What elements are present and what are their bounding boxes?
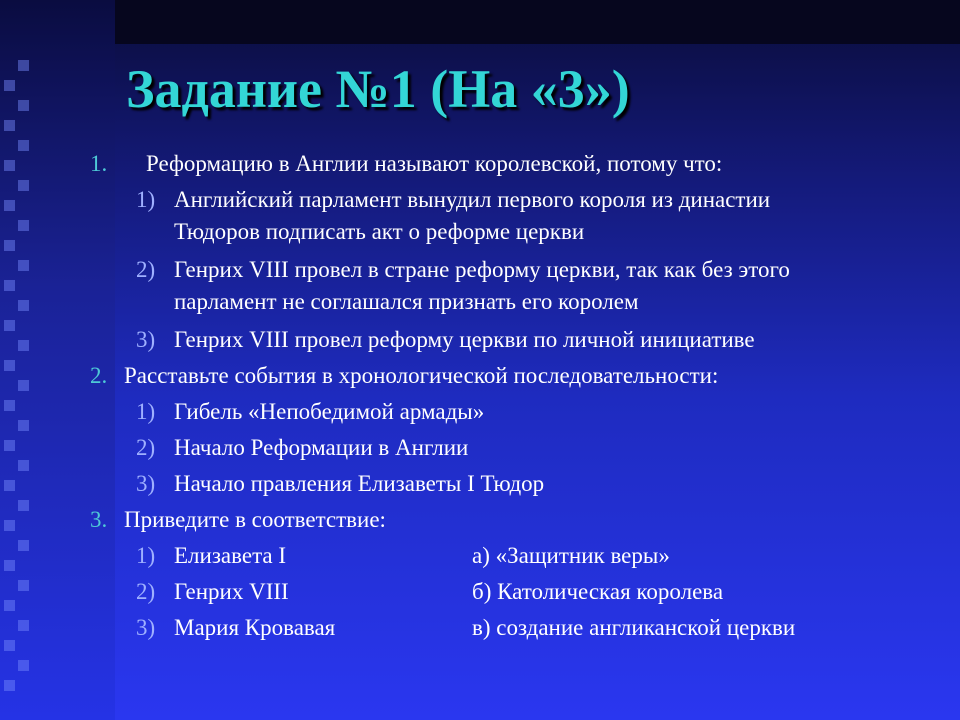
q2-option-3 — [0, 470, 960, 506]
option-text-line1: Генрих VIII провел в стране реформу церкви, так как без этого — [174, 257, 790, 282]
match-right: б) Католическая королева — [472, 579, 724, 604]
q1-option-2 — [0, 256, 960, 326]
q3-match-row-1 — [0, 542, 960, 578]
match-left: Мария Кровавая — [174, 615, 336, 640]
q3-match-row-3 — [0, 614, 960, 650]
top-dark-bar — [115, 0, 960, 44]
question-number: 1. — [90, 151, 108, 176]
option-number: 3) — [136, 327, 156, 352]
question-2 — [0, 362, 960, 398]
question-number: 2. — [90, 363, 108, 388]
q1-option-3 — [0, 326, 960, 362]
option-text: Начало Реформации в Англии — [174, 435, 469, 460]
slide-title: Задание №1 (На «3») — [126, 59, 630, 119]
question-3 — [0, 506, 960, 542]
option-number: 2) — [136, 435, 156, 460]
match-number: 1) — [136, 543, 156, 568]
option-number: 1) — [136, 187, 156, 212]
match-number: 2) — [136, 579, 156, 604]
match-number: 3) — [136, 615, 156, 640]
match-right: в) создание англиканской церкви — [472, 615, 796, 640]
question-number: 3. — [90, 507, 108, 532]
q2-option-1 — [0, 398, 960, 434]
question-text: Приведите в соответствие: — [124, 507, 386, 532]
option-text-line1: Английский парламент вынудил первого короля из династии — [174, 187, 771, 212]
question-text: Расставьте события в хронологической последовательности: — [124, 363, 719, 388]
question-text: Реформацию в Англии называют королевской, потому что: — [146, 151, 723, 176]
question-1 — [0, 150, 960, 186]
option-number: 1) — [136, 399, 156, 424]
option-text-line2: парламент не соглашался признать его королем — [174, 289, 639, 314]
option-number: 3) — [136, 471, 156, 496]
q3-match-row-2 — [0, 578, 960, 614]
option-text: Гибель «Непобедимой армады» — [174, 399, 485, 424]
match-right: а) «Защитник веры» — [472, 543, 670, 568]
option-number: 2) — [136, 257, 156, 282]
q2-option-2 — [0, 434, 960, 470]
option-text-line2: Тюдоров подписать акт о реформе церкви — [174, 219, 585, 244]
q1-option-1 — [0, 186, 960, 256]
option-text: Генрих VIII провел реформу церкви по личной инициативе — [174, 327, 755, 352]
slide-content — [0, 150, 960, 650]
match-left: Елизавета I — [174, 543, 287, 568]
option-text: Начало правления Елизаветы I Тюдор — [174, 471, 545, 496]
match-left: Генрих VIII — [174, 579, 289, 604]
